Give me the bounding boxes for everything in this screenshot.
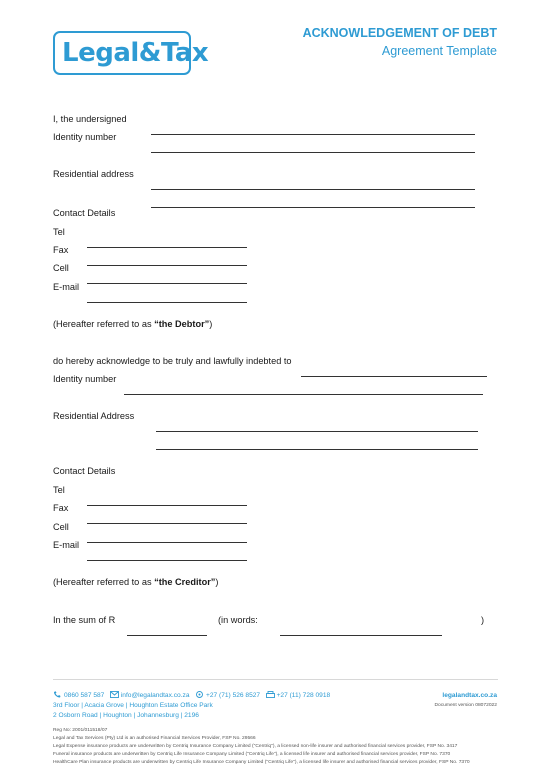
footer-whatsapp[interactable]: +27 (71) 526 8527: [206, 692, 261, 699]
creditor-fax-label: Fax: [53, 503, 69, 513]
creditor-cell-label: Cell: [53, 522, 69, 532]
debtor-tel-field[interactable]: [87, 235, 247, 253]
debtor-cell-label: Cell: [53, 263, 69, 273]
creditor-cell-field[interactable]: [87, 530, 247, 548]
sum-words-field[interactable]: [280, 623, 442, 641]
creditor-tel-label: Tel: [53, 485, 65, 495]
undersigned-field[interactable]: [151, 122, 475, 140]
footer-phone[interactable]: 0860 587 587: [64, 692, 105, 699]
footer-legal-2: Legal Expense insurance products are underwritten by Centriq Insurance Company Limited ("Centriq"), a licensed non-life insurer and authorised financial services provider, FSP No. 3417: [53, 744, 458, 749]
footer-legal-4: HealthCare Plan insurance products are underwritten by Centriq Life Insurance Company Limited ("Centriq Life"), a licensed life insurer and authorised financial services provider, FSP No. 7370: [53, 760, 470, 765]
debtor-contact-heading: Contact Details: [53, 208, 116, 218]
debtor-hereafter-note: (Hereafter referred to as “the Debtor”): [53, 319, 213, 329]
creditor-contact-heading: Contact Details: [53, 466, 116, 476]
debtor-address-label: Residential address: [53, 169, 134, 179]
footer-doc-version: Document version 08072022: [434, 703, 497, 708]
debtor-term: “the Debtor”: [154, 319, 210, 329]
acknowledge-statement: do hereby acknowledge to be truly and lawfully indebted to: [53, 356, 292, 366]
debtor-fax-field[interactable]: [87, 253, 247, 271]
creditor-fax-field[interactable]: [87, 511, 247, 529]
sum-close-paren: ): [481, 615, 485, 625]
footer-address-line1: 3rd Floor | Acacia Grove | Houghton Estate Office Park: [53, 702, 213, 709]
creditor-address-label: Residential Address: [53, 411, 135, 421]
debtor-address-field-2[interactable]: [151, 195, 475, 213]
creditor-identity-field[interactable]: [124, 382, 483, 400]
debtor-email-field[interactable]: [87, 290, 247, 308]
sum-amount-field[interactable]: [127, 623, 207, 641]
whatsapp-icon: [195, 691, 204, 698]
footer-email[interactable]: info@legalandtax.co.za: [120, 692, 190, 699]
document-subtitle: Agreement Template: [381, 44, 497, 58]
footer-fax[interactable]: +27 (11) 728 0918: [276, 692, 331, 699]
footer-address-line2: 2 Osborn Road | Houghton | Johannesburg | 2196: [53, 712, 199, 719]
debtor-identity-field[interactable]: [151, 140, 475, 158]
footer-legal-3: Funeral insurance products are underwritten by Centriq Life Insurance Company Limited ("Centriq Life"), a licensed life insurer and authorised financial services provider, FSP No. 7370: [53, 752, 451, 757]
creditor-address-field-1[interactable]: [156, 419, 478, 437]
creditor-term: “the Creditor”: [154, 577, 216, 587]
debtor-address-field-1[interactable]: [151, 177, 475, 195]
footer-reg-no: Reg No: 2001/011518/07: [53, 728, 108, 733]
document-title: ACKNOWLEDGEMENT OF DEBT: [302, 26, 497, 40]
footer-website[interactable]: legalandtax.co.za: [442, 692, 497, 699]
fax-icon: [266, 691, 275, 698]
undersigned-label: I, the undersigned: [53, 114, 127, 124]
mail-icon: [110, 691, 119, 698]
footer-divider: [53, 679, 498, 680]
creditor-hereafter-note: (Hereafter referred to as “the Creditor”): [53, 577, 219, 587]
debtor-fax-label: Fax: [53, 245, 69, 255]
debtor-tel-label: Tel: [53, 227, 65, 237]
debtor-email-label: E-mail: [53, 282, 80, 292]
creditor-tel-field[interactable]: [87, 493, 247, 511]
sum-words-label: (in words:: [218, 615, 258, 625]
footer-contacts: [53, 691, 330, 700]
footer-legal-1: Legal and Tax Services (Pty) Ltd is an authorised Financial Services Provider, FSP No. 29566: [53, 736, 256, 741]
creditor-name-field[interactable]: [301, 364, 487, 382]
creditor-address-field-2[interactable]: [156, 437, 478, 455]
debtor-cell-field[interactable]: [87, 271, 247, 289]
sum-label: In the sum of R: [53, 615, 116, 625]
creditor-email-field[interactable]: [87, 548, 247, 566]
creditor-identity-label: Identity number: [53, 374, 117, 384]
creditor-email-label: E-mail: [53, 540, 80, 550]
phone-icon: [53, 691, 62, 698]
company-logo: Legal&Tax: [62, 38, 209, 68]
debtor-identity-label: Identity number: [53, 132, 117, 142]
